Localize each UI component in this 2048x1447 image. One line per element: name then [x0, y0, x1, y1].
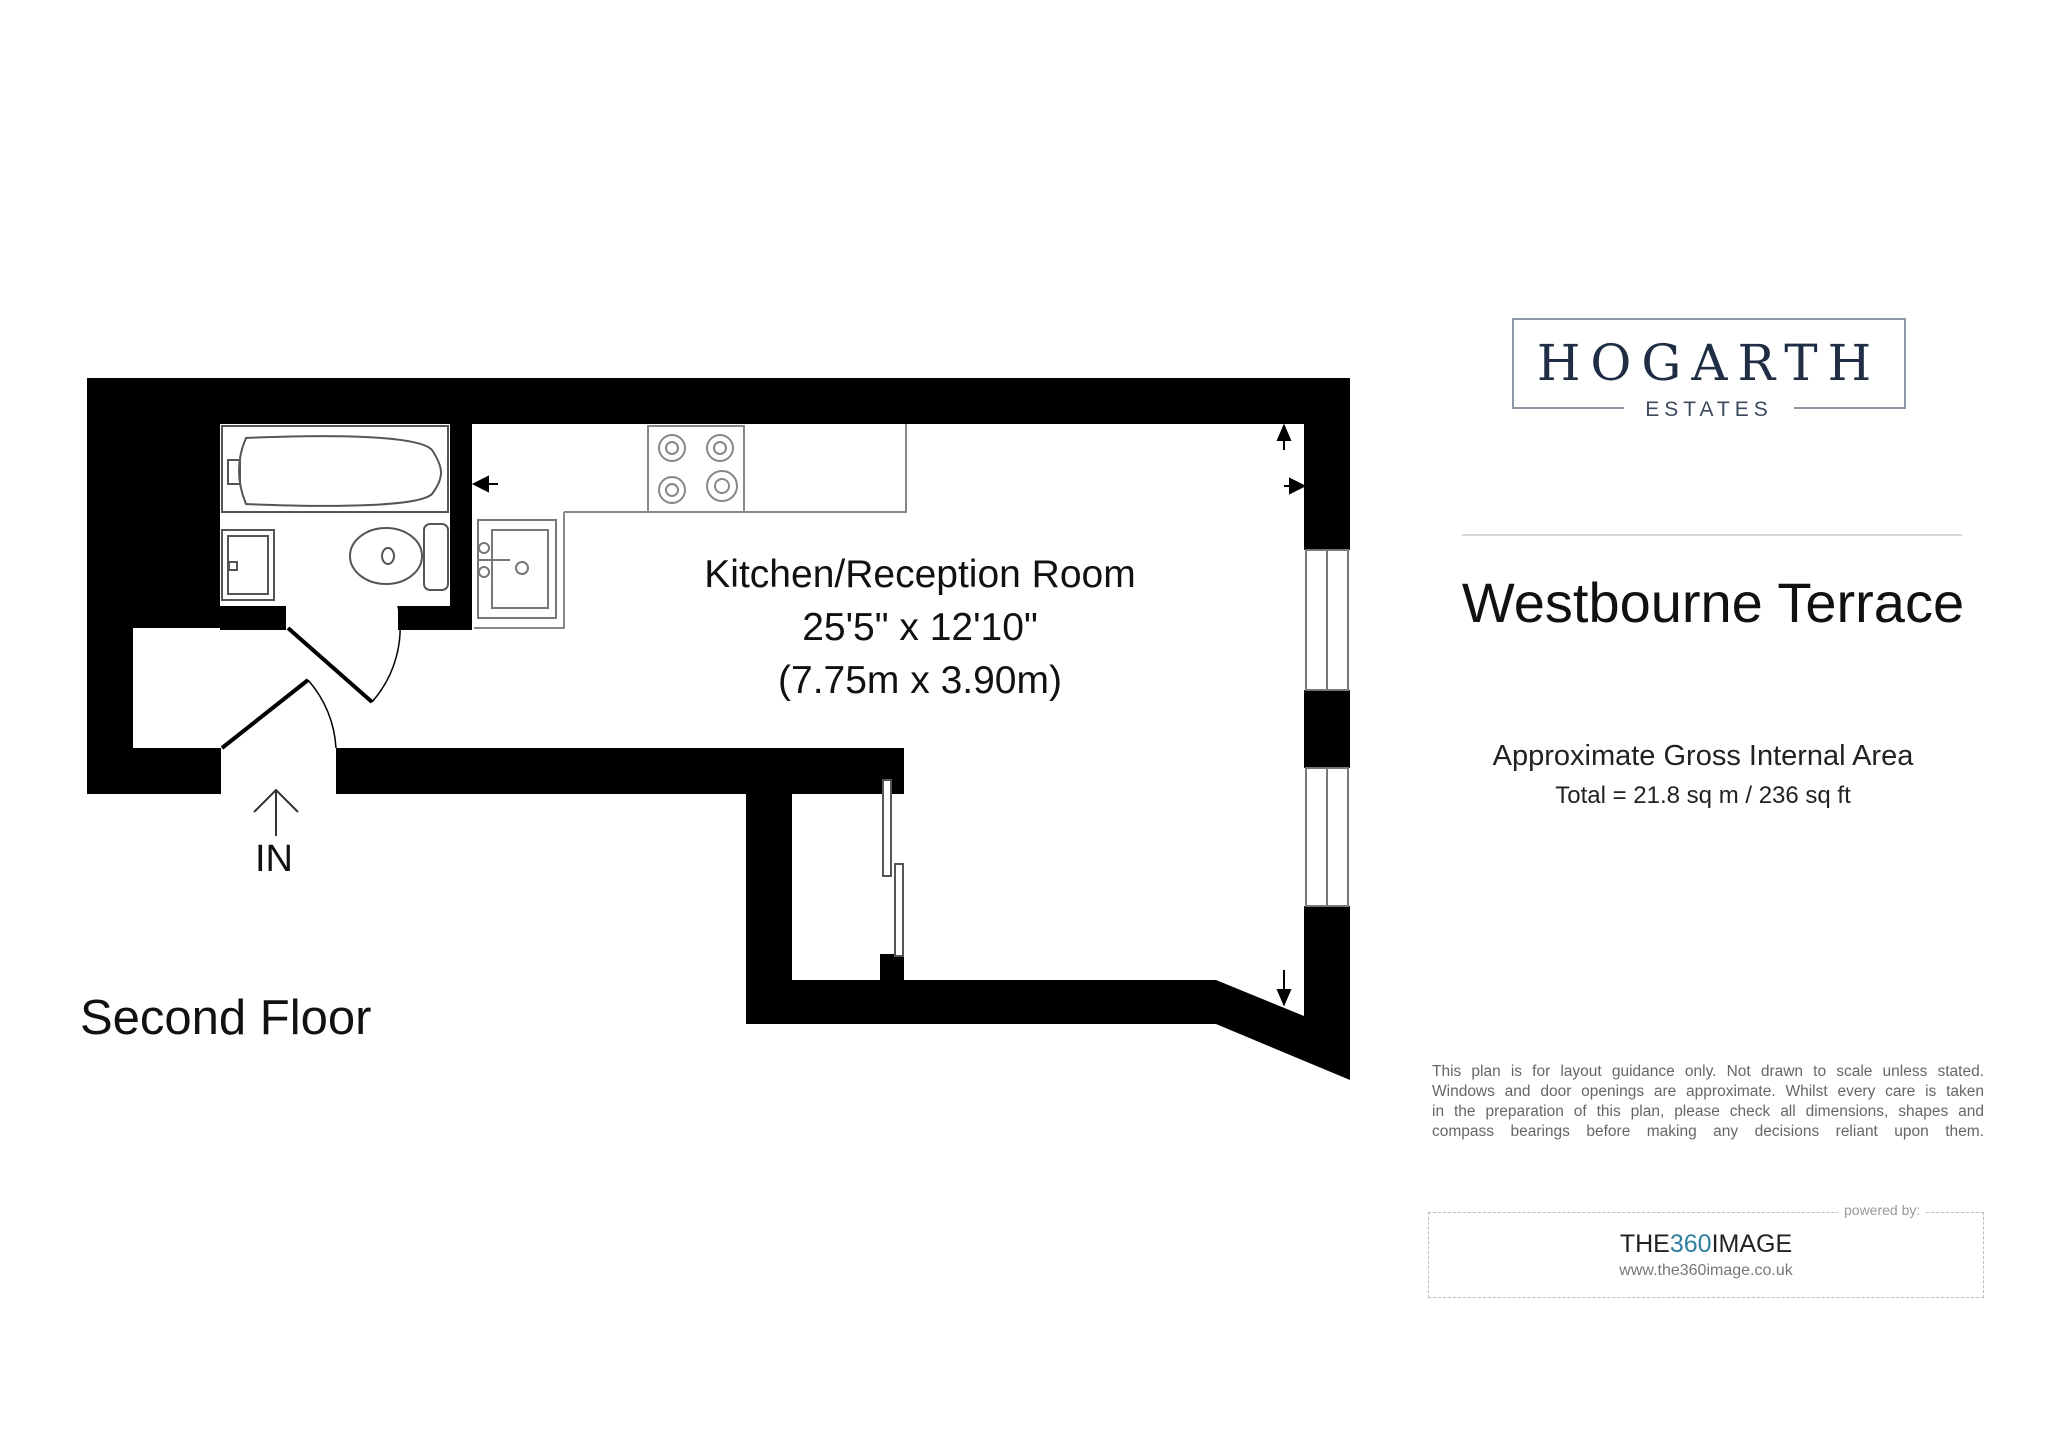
disclaimer-line: in the preparation of this plan, please check all dimensions, shapes and: [1432, 1103, 1984, 1120]
room-label: [620, 548, 1220, 707]
floor-label: Second Floor: [80, 991, 372, 1045]
disclaimer-line: Windows and door openings are approximate. Whilst every care is taken: [1432, 1083, 1984, 1100]
right-wall-bottom: [1304, 906, 1350, 1016]
walls: [87, 378, 1350, 1080]
logo-name: HOGARTH: [1536, 334, 1882, 392]
room-name: Kitchen/Reception Room: [704, 553, 1136, 596]
powered-by-label: powered by:: [1838, 1202, 1926, 1218]
disclaimer-line: This plan is for layout guidance only. Not drawn to scale unless stated.: [1432, 1063, 1984, 1080]
room-dimensions-imperial: 25'5" x 12'10": [802, 606, 1038, 649]
divider: [1462, 534, 1962, 536]
toilet-icon: [350, 524, 448, 590]
left-upper-wall: [87, 378, 220, 628]
bathtub-icon: [222, 426, 448, 512]
logo: [1512, 318, 1906, 409]
brand-accent: 360: [1669, 1230, 1712, 1258]
alcove-stub: [880, 954, 904, 980]
bottom-wall: [746, 980, 1216, 1024]
bathroom-bottom-wall-left: [220, 606, 286, 630]
top-wall: [87, 378, 1345, 424]
sliding-doors: [883, 780, 903, 956]
disclaimer-line: compass bearings before making any decisions reliant upon them.: [1432, 1123, 1984, 1140]
credit-brand: [1428, 1230, 1984, 1259]
brand-suffix: IMAGE: [1711, 1230, 1793, 1258]
logo-subtitle: ESTATES: [1645, 398, 1773, 421]
bathroom-door: [288, 628, 372, 702]
washbasin-icon: [222, 530, 274, 600]
kitchen-sink-icon: [478, 520, 556, 618]
room-dimensions-metric: (7.75m x 3.90m): [778, 659, 1062, 702]
area-total: Total = 21.8 sq m / 236 sq ft: [1555, 782, 1851, 809]
bathroom-right-wall: [450, 424, 472, 630]
right-wall-mid: [1304, 690, 1350, 768]
entry-left-wall: [87, 748, 221, 794]
area-title: Approximate Gross Internal Area: [1492, 740, 1914, 772]
entrance-label: IN: [255, 838, 293, 880]
bathroom-bottom-wall-right: [398, 606, 472, 630]
brand-prefix: THE: [1619, 1230, 1670, 1258]
disclaimer: [1432, 1062, 1984, 1142]
entrance-door: [222, 680, 308, 748]
property-title: Westbourne Terrace: [1461, 571, 1965, 634]
logo-subtitle-area: [1512, 398, 1906, 424]
credit-url: www.the360image.co.uk: [1619, 1262, 1793, 1279]
right-wall-top: [1304, 378, 1350, 550]
entrance-arrow-icon: [254, 790, 298, 836]
